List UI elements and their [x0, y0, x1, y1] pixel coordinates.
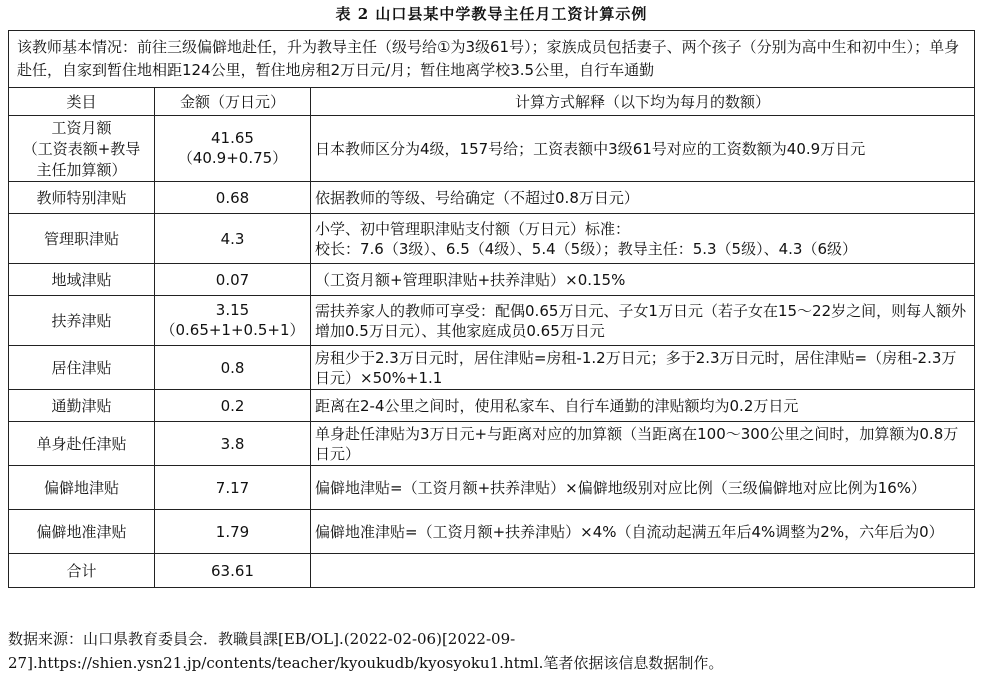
- row-explanation: [311, 346, 975, 390]
- row-category-line: 通勤津贴: [51, 397, 112, 415]
- header-amount: 金额（万日元）: [155, 88, 311, 116]
- row-explanation: [311, 214, 975, 264]
- row-category-line: 偏僻地准津贴: [36, 523, 127, 541]
- table-row: [9, 422, 975, 466]
- row-amount: [155, 422, 311, 466]
- row-amount: [155, 510, 311, 554]
- row-amount: [155, 296, 311, 346]
- row-category: [9, 214, 155, 264]
- total-label: 合计: [9, 554, 155, 588]
- row-explanation: [311, 296, 975, 346]
- intro-text: 该教师基本情况：前往三级偏僻地赴任，升为教导主任（级号给①为3级61号）；家族成员包括妻子、两个孩子（分别为高中生和初中生）；单身赴任，自家到暂住地相距124公里，暂住地房租2万日元/月；暂住地离学校3.5公里，自行车通勤: [9, 31, 975, 88]
- row-explanation-line: 单身赴任津贴为3万日元+与距离对应的加算额（当距离在100～300公里之间时，加算额为0.8万日元）: [315, 424, 959, 463]
- row-amount-line: 1.79: [215, 522, 250, 541]
- table-row: [9, 510, 975, 554]
- row-amount: [155, 346, 311, 390]
- row-category-line: 偏僻地津贴: [43, 479, 119, 497]
- row-category: [9, 116, 155, 182]
- row-amount: [155, 390, 311, 422]
- intro-row: [9, 31, 975, 88]
- row-category: [9, 182, 155, 214]
- row-category: [9, 346, 155, 390]
- row-amount-line: 0.2: [220, 396, 245, 415]
- row-explanation-line: 偏僻地准津贴=（工资月额+扶养津贴）×4%（自流动起满五年后4%调整为2%，六年后为0）: [315, 522, 944, 541]
- table-row: [9, 214, 975, 264]
- row-amount-line: 3.8: [220, 434, 245, 453]
- row-amount-line: 7.17: [215, 478, 250, 497]
- row-explanation-line: 依据教师的等级、号给确定（不超过0.8万日元）: [315, 188, 639, 207]
- row-category-line: （工资表额+教导: [22, 140, 141, 158]
- row-category: [9, 264, 155, 296]
- row-category-line: 管理职津贴: [43, 230, 119, 248]
- table-title: 表 2 山口县某中学教导主任月工资计算示例: [335, 5, 648, 23]
- header-row: [9, 88, 975, 116]
- header-explanation: 计算方式解释（以下均为每月的数额）: [311, 88, 975, 116]
- row-explanation: [311, 264, 975, 296]
- row-category: [9, 296, 155, 346]
- total-amount: 63.61: [155, 554, 311, 588]
- table-row: [9, 466, 975, 510]
- row-explanation: [311, 466, 975, 510]
- row-category-line: 工资月额: [51, 119, 112, 137]
- row-amount: [155, 182, 311, 214]
- row-category: [9, 510, 155, 554]
- row-amount-line: 3.15: [215, 301, 250, 319]
- source-note: 数据来源：山口県教育委員会．教職員課[EB/OL].(2022-02-06)[2022-09-27].https://shien.ysn21.jp/contents/teacher/kyoukudb/kyosyoku1.html.笔者依据该信息数据制作。: [8, 630, 724, 672]
- row-explanation-line: （工资月额+管理职津贴+扶养津贴）×0.15%: [315, 270, 626, 289]
- total-explanation: [311, 554, 975, 588]
- row-explanation-line: 偏僻地津贴=（工资月额+扶养津贴）×偏僻地级别对应比例（三级偏僻地对应比例为16%）: [315, 478, 927, 497]
- row-explanation-line: 日本教师区分为4级，157号给；工资表额中3级61号对应的工资数额为40.9万日元: [315, 139, 866, 158]
- table-row: [9, 264, 975, 296]
- row-explanation: [311, 510, 975, 554]
- row-amount-line: 0.07: [215, 270, 250, 289]
- row-amount-line: 0.68: [215, 188, 250, 207]
- row-category: [9, 390, 155, 422]
- row-explanation-line: 需扶养家人的教师可享受：配偶0.65万日元、子女1万日元（若子女在15～22岁之间，则每人额外增加0.5万日元）、其他家庭成员0.65万日元: [315, 301, 967, 340]
- row-amount-line: 41.65: [211, 129, 254, 147]
- table-row: [9, 116, 975, 182]
- table-row: [9, 390, 975, 422]
- row-explanation: [311, 422, 975, 466]
- row-explanation: [311, 116, 975, 182]
- row-amount-line: （0.65+1+0.5+1）: [160, 321, 305, 339]
- row-category-line: 扶养津贴: [51, 312, 112, 330]
- row-category-line: 教师特别津贴: [36, 189, 127, 207]
- table-body: [9, 116, 975, 554]
- row-amount: [155, 214, 311, 264]
- row-amount: [155, 466, 311, 510]
- salary-table: [8, 30, 975, 588]
- row-amount-line: 4.3: [220, 229, 245, 248]
- row-amount: [155, 264, 311, 296]
- row-amount: [155, 116, 311, 182]
- table-row: [9, 346, 975, 390]
- row-explanation-line: 房租少于2.3万日元时，居住津贴=房租-1.2万日元；多于2.3万日元时，居住津贴=（房租-2.3万日元）×50%+1.1: [315, 348, 957, 387]
- table-row: [9, 296, 975, 346]
- row-category-line: 单身赴任津贴: [36, 435, 127, 453]
- row-explanation-line: 小学、初中管理职津贴支付额（万日元）标准：: [315, 219, 631, 238]
- row-category-line: 主任加算额）: [36, 161, 127, 179]
- row-explanation-line: 距离在2-4公里之间时，使用私家车、自行车通勤的津贴额均为0.2万日元: [315, 396, 799, 415]
- row-explanation-line: 校长：7.6（3级）、6.5（4级）、5.4（5级）；教导主任：5.3（5级）、4.3（6级）: [315, 239, 857, 258]
- row-amount-line: （40.9+0.75）: [177, 149, 288, 167]
- row-category-line: 地域津贴: [51, 271, 112, 289]
- header-category: 类目: [9, 88, 155, 116]
- row-category-line: 居住津贴: [51, 359, 112, 377]
- row-amount-line: 0.8: [220, 358, 245, 377]
- row-explanation: [311, 390, 975, 422]
- table-row: [9, 182, 975, 214]
- row-explanation: [311, 182, 975, 214]
- row-category: [9, 466, 155, 510]
- row-category: [9, 422, 155, 466]
- total-row: [9, 554, 975, 588]
